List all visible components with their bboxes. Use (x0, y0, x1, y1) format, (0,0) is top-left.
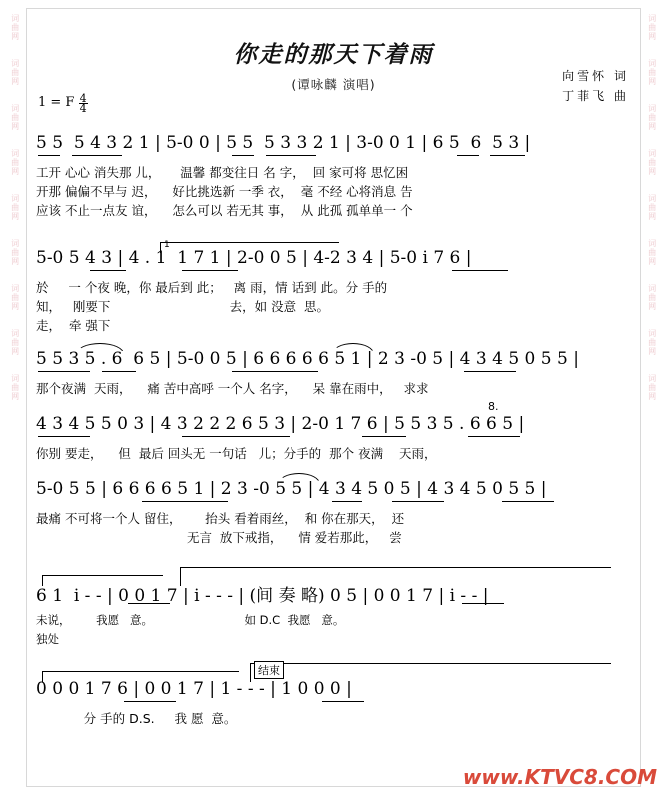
site-logo (463, 765, 657, 789)
music-system-5 (32, 479, 635, 547)
page-title: 你走的那天下着雨 (233, 41, 434, 68)
note-sequence: 5-0 5 4 3 | 4 . 1 1 7 1 | 2-0 0 5 | 4-2 3 4 | 5-0 i 7 6 | (36, 248, 472, 268)
notation-row (32, 679, 635, 709)
watermark-text: 词曲网 (10, 329, 20, 356)
lyric-verse-3: 应该 不止一点友 谊， 怎么可以 若无其 事， 从 此孤 孤单单一 个 (36, 203, 413, 218)
notation-row (32, 479, 635, 509)
lyric-verse-1: 未说， 我愿 意。 如 D.C 我愿 意。 (36, 613, 345, 627)
watermark-text: 词曲网 (647, 104, 657, 131)
watermark-column-right (641, 0, 663, 795)
watermark-text: 词曲网 (10, 14, 20, 41)
end-label: 结束 (254, 661, 284, 679)
slur-arc (76, 343, 124, 354)
watermark-text: 词曲网 (10, 59, 20, 86)
notation-row (32, 400, 635, 444)
watermark-text: 词曲网 (647, 59, 657, 86)
lyric-verse-1: 那个夜满 天雨， 痛 苦中高呼 一个人 名字， 呆 靠在雨中， 求求 (36, 381, 429, 396)
lyric-verse-1: 最痛 不可将一个人 留住， 抬头 看着雨丝， 和 你在那天， 还 (36, 511, 405, 526)
lyric-verse-2: 开那 偏偏不早与 迟， 好比挑选新 一季 衣， 毫 不经 心将消息 告 (36, 184, 413, 199)
watermark-text: 词曲网 (647, 284, 657, 311)
ending-number-label: 1 (164, 240, 170, 250)
lyric-verse-2: 独处 (36, 632, 59, 646)
octave-mark: 8. (488, 400, 499, 413)
watermark-text: 词曲网 (10, 194, 20, 221)
notation-row (32, 248, 635, 278)
notation-row (32, 581, 635, 611)
watermark-text: 词曲网 (647, 14, 657, 41)
slur-arc (332, 343, 374, 354)
notation-row (32, 349, 635, 379)
time-signature-numerator: 4 (79, 92, 87, 105)
watermark-text: 词曲网 (647, 329, 657, 356)
note-sequence: 5 5 5 4 3 2 1 | 5-0 0 | 5 5 5 3 3 2 1 | 3-0 0 1 | 6 5 6 5 3 | (36, 133, 531, 153)
music-system-3 (32, 349, 635, 398)
time-signature-denominator: 4 (79, 102, 87, 115)
logo-text: www.KTVC8.COM (462, 765, 657, 789)
music-system-6 (32, 565, 635, 649)
key-and-time-signature (38, 94, 88, 113)
lyric-verse-2: 无言 放下戒指， 情 爱若那此， 尝 (36, 530, 402, 545)
composer-credit: 丁菲飞 曲 (562, 89, 629, 103)
note-sequence: 6 1 i - - | 0 0 1 7 | i - - - | (间 奏 略) 0 5 | 0 0 1 7 | i - - | (36, 586, 489, 606)
lyric-verse-1: 你别 要走， 但 最后 回头无 一句话 儿；分手的 那个 夜满 天雨， (36, 446, 437, 461)
lyric-verse-3: 走， 牵 强下 (36, 318, 111, 333)
watermark-text: 词曲网 (647, 149, 657, 176)
watermark-text: 词曲网 (647, 239, 657, 266)
music-system-1 (32, 133, 635, 220)
watermark-text: 词曲网 (647, 374, 657, 401)
note-sequence: 4 3 4 5 5 0 3 | 4 3 2 2 2 6 5 3 | 2-0 1 7 6 | 5 5 3 5 . 6 6 5 | (36, 414, 525, 434)
music-system-4 (32, 400, 635, 463)
watermark-text: 词曲网 (10, 284, 20, 311)
notation-row (32, 133, 635, 163)
credits (562, 66, 629, 106)
slur-arc (278, 473, 320, 484)
lyric-verse-2: 知， 刚要下 去，如 没意 思。 (36, 299, 330, 314)
note-sequence: 5-0 5 5 | 6 6 6 6 5 1 | 2 3 -0 5 5 | 4 3 4 5 0 5 | 4 3 4 5 0 5 5 | (36, 479, 547, 499)
music-system-7 (32, 661, 635, 728)
watermark-column-left (4, 0, 26, 795)
score-body (32, 14, 635, 781)
watermark-text: 词曲网 (10, 374, 20, 401)
lyricist-credit: 向雪怀 词 (562, 69, 629, 83)
note-sequence: 0 0 0 1 7 6 | 0 0 1 7 | 1 - - - | 1 0 0 0 | (36, 679, 352, 699)
watermark-text: 词曲网 (10, 149, 20, 176)
lyric-verse-1: 工开 心心 消失那 儿， 温馨 都变往日 名 字， 回 家可将 思忆困 (36, 165, 409, 180)
note-sequence: 5 5 3 5 . 6 6 5 | 5-0 0 5 | 6 6 6 6 6 5 1 | 2 3 -0 5 | 4 3 4 5 0 5 5 | (36, 349, 579, 369)
watermark-text: 词曲网 (10, 104, 20, 131)
key-signature: 1 = F (38, 95, 75, 110)
watermark-text: 词曲网 (647, 194, 657, 221)
music-system-2 (32, 234, 635, 335)
time-signature (79, 94, 88, 113)
watermark-text: 词曲网 (10, 239, 20, 266)
lyric-verse-1: 分 手的 D.S. 我 愿 意。 (36, 711, 237, 726)
lyric-verse-1: 於 一 个夜 晚，你 最后到 此； 离 雨，情 话到 此。分 手的 (36, 280, 388, 295)
performer-line: (谭咏麟 演唱) (291, 77, 376, 92)
